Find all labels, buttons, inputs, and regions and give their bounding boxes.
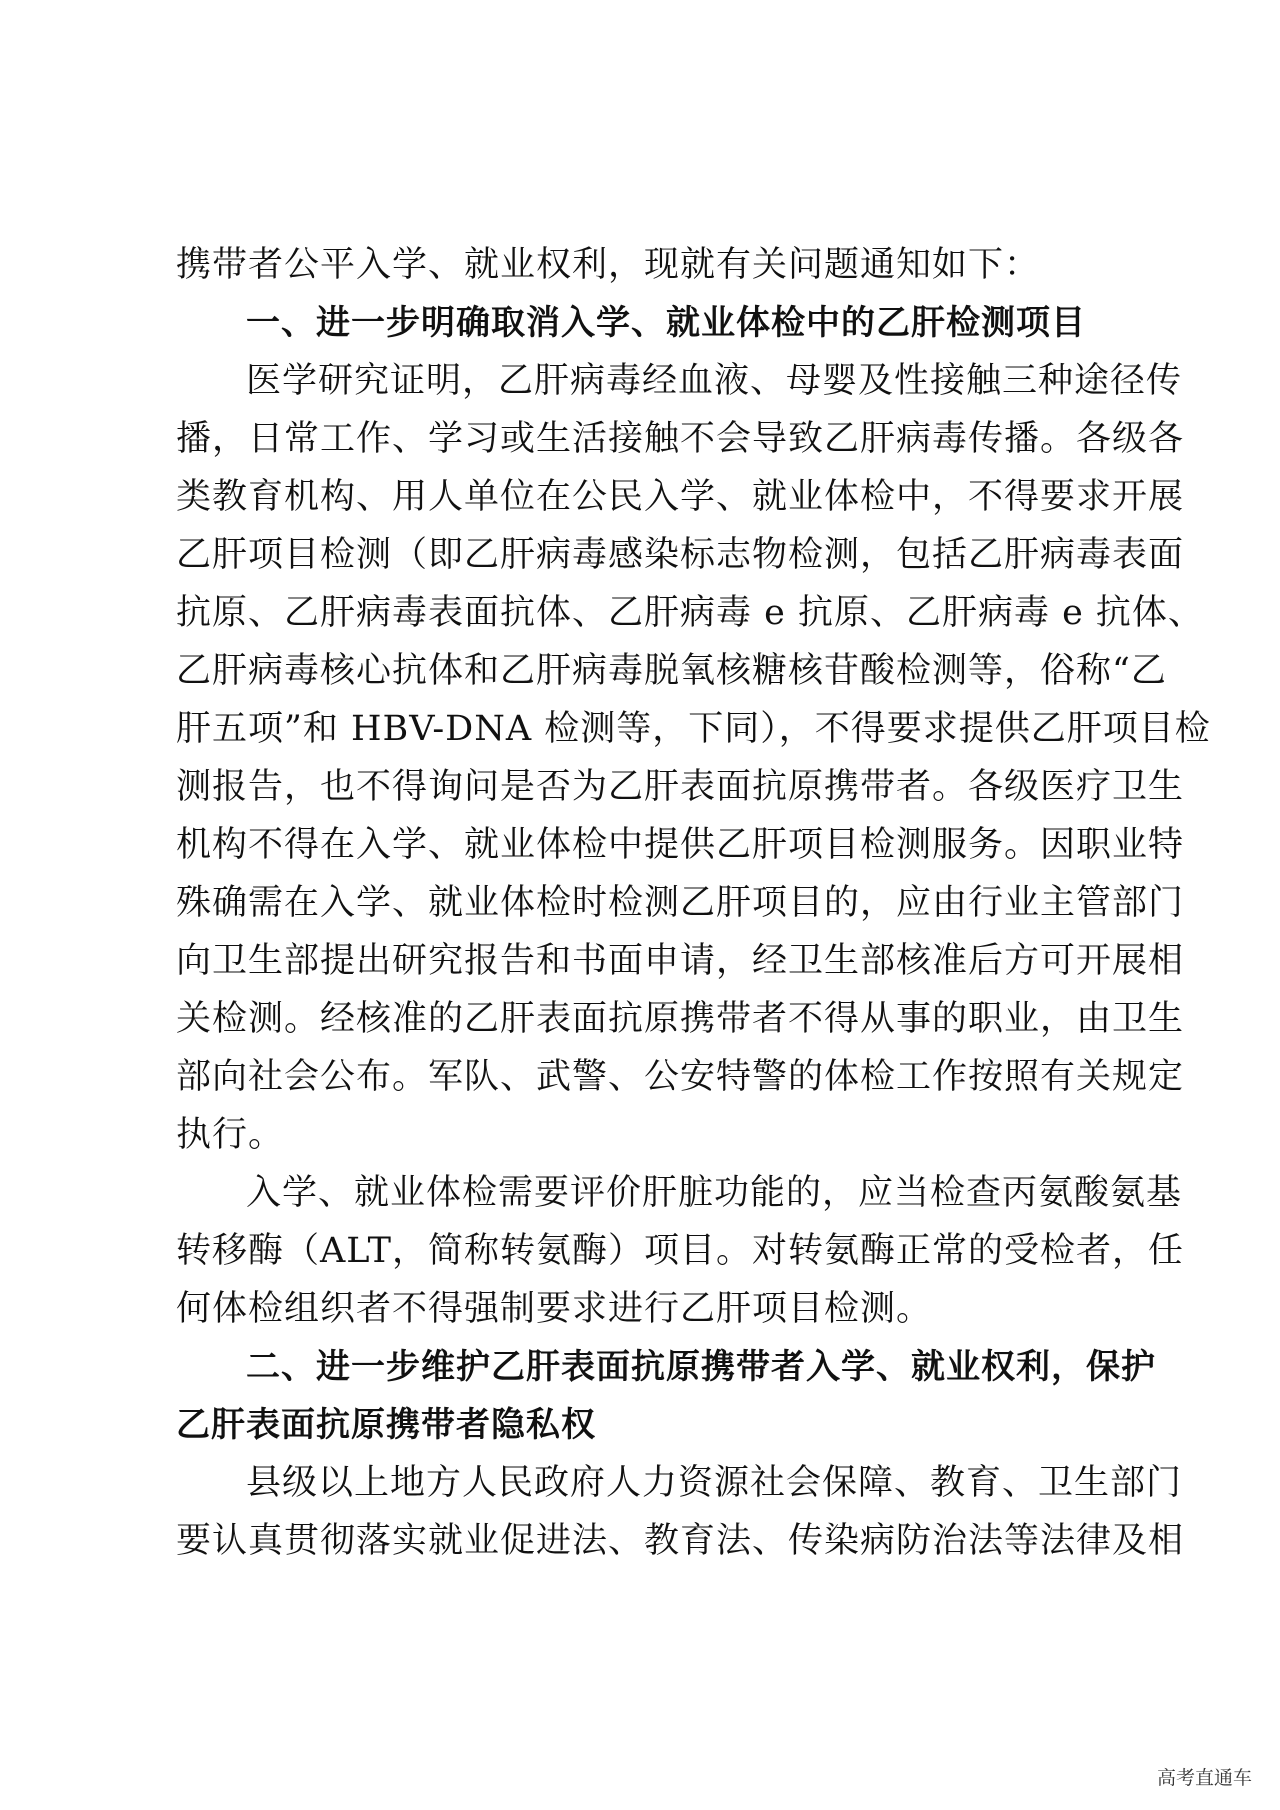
paragraph-line: 县级以上地方人民政府人力资源社会保障、教育、卫生部门 bbox=[246, 1463, 1183, 1503]
paragraph-line: 抗原、乙肝病毒表面抗体、乙肝病毒 e 抗原、乙肝病毒 e 抗体、 bbox=[176, 593, 1204, 633]
paragraph-line: 关检测。经核准的乙肝表面抗原携带者不得从事的职业，由卫生 bbox=[176, 999, 1185, 1039]
paragraph-line: 测报告，也不得询问是否为乙肝表面抗原携带者。各级医疗卫生 bbox=[176, 767, 1185, 807]
paragraph-line: 何体检组织者不得强制要求进行乙肝项目检测。 bbox=[176, 1289, 933, 1329]
section-heading-line: 二、进一步维护乙肝表面抗原携带者入学、就业权利，保护 bbox=[246, 1347, 1156, 1387]
paragraph-line: 向卫生部提出研究报告和书面申请，经卫生部核准后方可开展相 bbox=[176, 941, 1185, 981]
paragraph-line: 乙肝项目检测（即乙肝病毒感染标志物检测，包括乙肝病毒表面 bbox=[176, 535, 1185, 575]
paragraph-line: 播，日常工作、学习或生活接触不会导致乙肝病毒传播。各级各 bbox=[176, 419, 1185, 459]
paragraph-line: 入学、就业体检需要评价肝脏功能的，应当检查丙氨酸氨基 bbox=[246, 1173, 1183, 1213]
paragraph-line: 类教育机构、用人单位在公民入学、就业体检中，不得要求开展 bbox=[176, 477, 1185, 517]
paragraph-line: 殊确需在入学、就业体检时检测乙肝项目的，应由行业主管部门 bbox=[176, 883, 1185, 923]
paragraph-line: 要认真贯彻落实就业促进法、教育法、传染病防治法等法律及相 bbox=[176, 1521, 1185, 1561]
paragraph-line: 乙肝病毒核心抗体和乙肝病毒脱氧核糖核苷酸检测等，俗称“乙 bbox=[176, 651, 1167, 691]
paragraph-line: 携带者公平入学、就业权利，现就有关问题通知如下： bbox=[176, 245, 1041, 285]
section-heading-line: 乙肝表面抗原携带者隐私权 bbox=[176, 1405, 596, 1445]
paragraph-line: 机构不得在入学、就业体检中提供乙肝项目检测服务。因职业特 bbox=[176, 825, 1185, 865]
paragraph-line: 执行。 bbox=[176, 1115, 285, 1155]
paragraph-line: 肝五项”和 HBV-DNA 检测等，下同），不得要求提供乙肝项目检 bbox=[176, 709, 1211, 749]
paragraph-line: 转移酶（ALT，简称转氨酶）项目。对转氨酶正常的受检者，任 bbox=[176, 1231, 1185, 1271]
document-body bbox=[176, 236, 1211, 1570]
paragraph-line: 医学研究证明，乙肝病毒经血液、母婴及性接触三种途径传 bbox=[246, 361, 1183, 401]
section-heading-line: 一、进一步明确取消入学、就业体检中的乙肝检测项目 bbox=[246, 303, 1086, 343]
paragraph-line: 部向社会公布。军队、武警、公安特警的体检工作按照有关规定 bbox=[176, 1057, 1185, 1097]
watermark-label: 高考直通车 bbox=[1151, 1761, 1258, 1792]
